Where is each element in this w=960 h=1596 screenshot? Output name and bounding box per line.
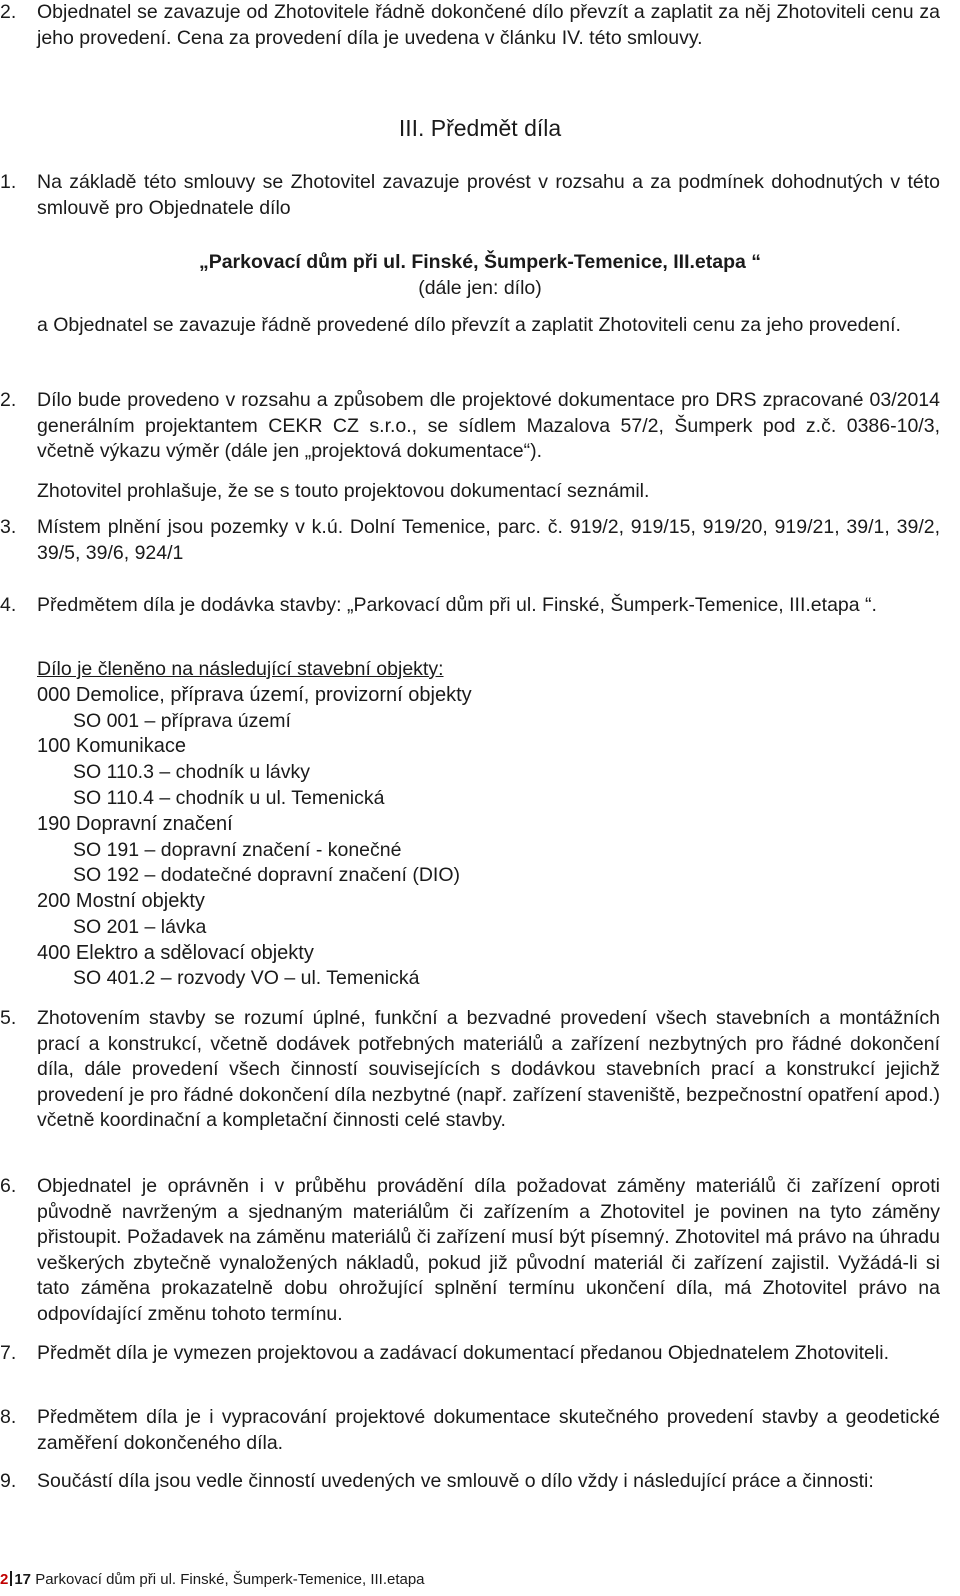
item-number: 2. [0,389,17,411]
section-title: III. Předmět díla [398,115,562,141]
footer-divider [10,1571,12,1586]
item-9 [0,1469,940,1495]
item-number: 7. [0,1342,17,1364]
item-number: 3. [0,516,17,538]
page-total: 17 [14,1571,32,1588]
paragraph-number: 2. [0,1,17,23]
item-number: 1. [0,171,17,193]
item-1-continuation: a Objednatel se zavazuje řádně provedené dílo převzít a zaplatit Zhotoviteli cenu za jeho provedení. [37,314,901,336]
item-5 [0,1006,940,1134]
project-title: „Parkovací dům při ul. Finské, Šumperk-Temenice, III.etapa “ [198,251,762,273]
item-text: Místem plnění jsou pozemky v k.ú. Dolní Temenice, parc. č. 919/2, 919/15, 919/20, 919/21, 39/1, 39/2, 39/5, 39/6, 924/1 [37,516,940,564]
item-7 [0,1341,940,1367]
item-number: 8. [0,1406,17,1428]
paragraph-top [0,0,940,51]
objects-intro: Dílo je členěno na následující stavební objekty: [37,658,444,680]
object-group-heading: 400 Elektro a sdělovací objekty [37,942,314,964]
item-number: 5. [0,1007,17,1029]
object-item: SO 110.3 – chodník u lávky [73,761,311,783]
page-footer [0,1570,425,1590]
item-1 [0,170,940,221]
item-4 [0,593,940,619]
item-text: Dílo bude provedeno v rozsahu a způsobem dle projektové dokumentace pro DRS zpracované 03/2014 generálním projektantem CEKR CZ s.r.o., se sídlem Mazalova 57/2, Šumperk pod z.č. 0386-10/3, včetně výkazu výměr (dále jen „projektová dokumentace“). [37,389,940,463]
footer-title: Parkovací dům při ul. Finské, Šumperk-Temenice, III.etapa [35,1571,425,1588]
item-number: 6. [0,1175,17,1197]
item-number: 9. [0,1470,17,1492]
item-text: Na základě této smlouvy se Zhotovitel zavazuje provést v rozsahu a za podmínek dohodnutých v této smlouvě pro Objednatele dílo [37,171,940,219]
object-group-heading: 000 Demolice, příprava území, provizorní objekty [37,684,472,706]
item-number: 4. [0,594,17,616]
definition-note: (dále jen: dílo) [418,277,542,299]
object-group-heading: 100 Komunikace [37,735,186,757]
item-text: Součástí díla jsou vedle činností uvedených ve smlouvě o dílo vždy i následující práce a činnosti: [37,1470,874,1492]
item-text: Předmětem díla je dodávka stavby: „Parkovací dům při ul. Finské, Šumperk-Temenice, III.etapa “. [37,594,877,616]
object-item: SO 110.4 – chodník u ul. Temenická [73,787,385,809]
paragraph-text: Objednatel se zavazuje od Zhotovitele řádně dokončené dílo převzít a zaplatit za něj Zhotoviteli cenu za jeho provedení. Cena za provedení díla je uvedena v článku IV. této smlouvy. [37,1,940,49]
object-item: SO 401.2 – rozvody VO – ul. Temenická [73,967,420,989]
object-item: SO 001 – příprava území [73,710,291,732]
item-text: Předmětem díla je i vypracování projektové dokumentace skutečného provedení stavby a geodetické zaměření dokončeného díla. [37,1406,940,1454]
object-item: SO 191 – dopravní značení - konečné [73,839,402,861]
item-6 [0,1174,940,1328]
object-group-heading: 200 Mostní objekty [37,890,205,912]
page-number: 2 [0,1571,9,1588]
item-text: Předmět díla je vymezen projektovou a zadávací dokumentací předanou Objednatelem Zhotoviteli. [37,1342,889,1364]
item-8 [0,1405,940,1456]
object-item: SO 192 – dodatečné dopravní značení (DIO) [73,864,460,886]
item-3 [0,515,940,566]
object-item: SO 201 – lávka [73,916,207,938]
item-text: Zhotovením stavby se rozumí úplné, funkční a bezvadné provedení všech stavebních a montážních prací a konstrukcí, včetně dodávek potřebných materiálů a zařízení nezbytných pro řádné dokončení díla, dále provedení všech činností souvisejících s dodávkou stavebních prací a konstrukcí jejichž provedení je pro řádné dokončení díla nezbytné (např. zařízení staveniště, bezpečnostní opatření apod.) včetně koordinační a kompletační činnosti celé stavby. [37,1007,940,1132]
item-2-statement: Zhotovitel prohlašuje, že se s touto projektovou dokumentací seznámil. [37,480,650,502]
item-2 [0,388,940,465]
object-group-heading: 190 Dopravní značení [37,813,233,835]
item-text: Objednatel je oprávněn i v průběhu provádění díla požadovat záměny materiálů či zařízení oproti původně navrženým a sjednaným materiálům či zařízením a Zhotovitel je povinen na tyto záměny přistoupit. Požadavek na záměnu materiálů či zařízení musí být písemný. Zhotovitel má právo na úhradu veškerých zbytečně vynaložených nákladů, pokud již původní materiál či zařízení zajistil. Vyžádá-li si tato záměna prokazatelně dobu ohrožující splnění termínu ukončení díla, má Zhotovitel právo na odpovídající změnu tohoto termínu. [37,1175,940,1325]
